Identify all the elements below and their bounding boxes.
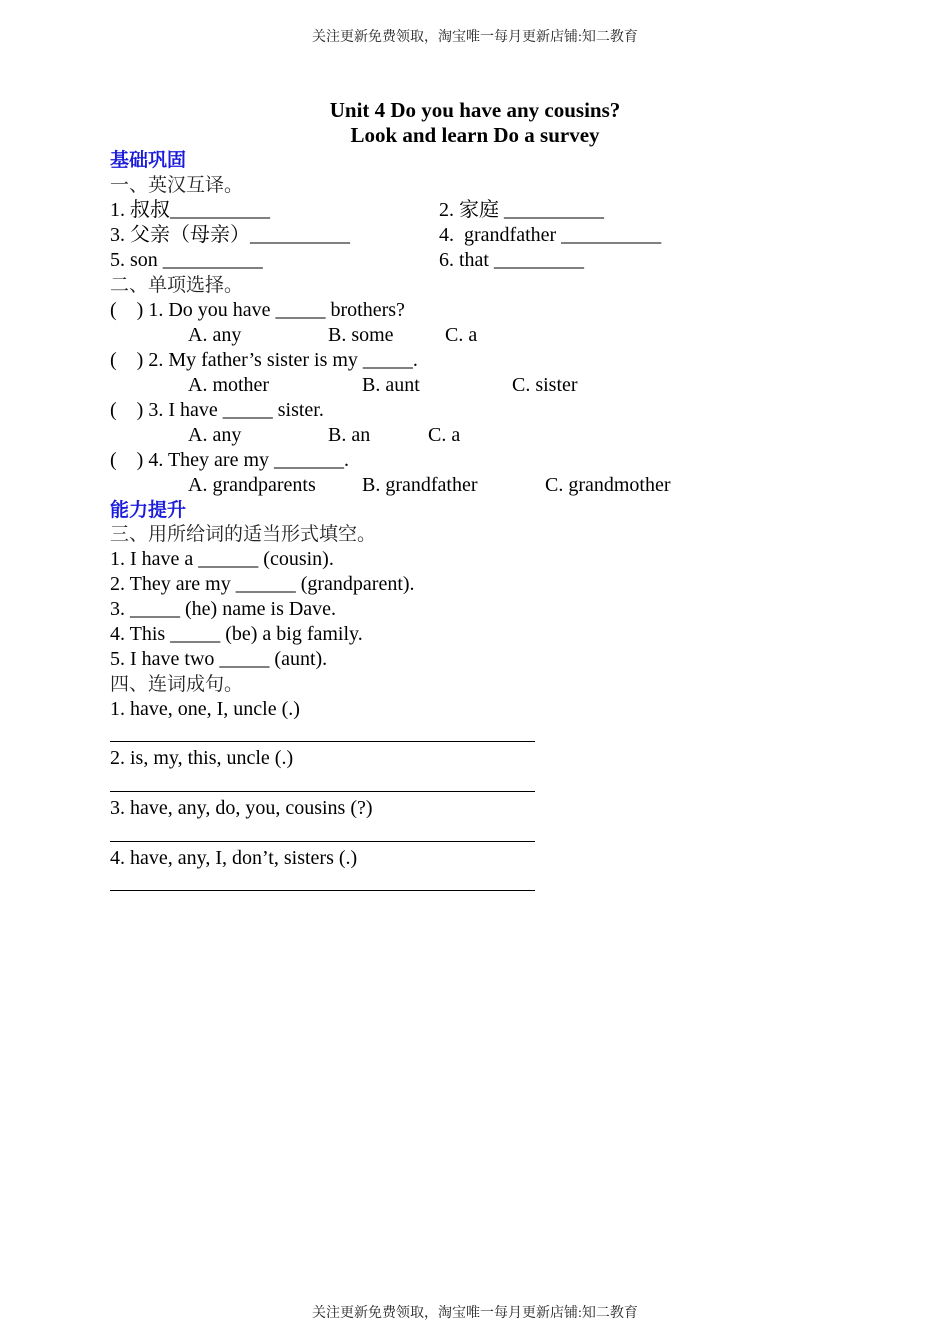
question-3-stem: ( ) 3. I have _____ sister. [110, 399, 324, 421]
question-1-option-b: B. some [328, 324, 394, 346]
part4-item-2: 2. is, my, this, uncle (.) [110, 747, 294, 769]
question-2-option-c: C. sister [512, 374, 578, 396]
part4-item-3: 3. have, any, do, you, cousins (?) [110, 797, 373, 819]
part1-item-5: 5. son __________ [110, 249, 263, 271]
worksheet-title-line2: Look and learn Do a survey [350, 123, 600, 147]
part3-item-3: 3. _____ (he) name is Dave. [110, 598, 337, 620]
part1-item-4: 4. grandfather __________ [439, 224, 662, 246]
part1-heading: 一、英汉互译。 [110, 174, 244, 196]
part3-item-2: 2. They are my ______ (grandparent). [110, 573, 415, 595]
part1-item-3: 3. 父亲（母亲）__________ [110, 224, 350, 246]
part3-heading: 三、用所给词的适当形式填空。 [110, 523, 377, 545]
question-2-stem: ( ) 2. My father’s sister is my _____. [110, 349, 418, 371]
answer-line-4 [110, 890, 535, 891]
part4-heading: 四、连词成句。 [110, 673, 244, 695]
part2-heading: 二、单项选择。 [110, 274, 244, 296]
question-4-option-a: A. grandparents [188, 474, 316, 496]
part1-item-2: 2. 家庭 __________ [439, 199, 604, 221]
answer-line-3 [110, 841, 535, 842]
question-4-option-b: B. grandfather [362, 474, 478, 496]
question-3-option-a: A. any [188, 424, 242, 446]
page-footer: 关注更新免费领取，淘宝唯一每月更新店铺:知二教育 [312, 1306, 638, 1321]
question-3-option-b: B. an [328, 424, 371, 446]
question-4-stem: ( ) 4. They are my _______. [110, 449, 350, 471]
part4-item-4: 4. have, any, I, don’t, sisters (.) [110, 847, 358, 869]
part3-item-5: 5. I have two _____ (aunt). [110, 648, 328, 670]
part3-item-1: 1. I have a ______ (cousin). [110, 548, 334, 570]
question-1-option-a: A. any [188, 324, 242, 346]
section-basic-consolidation: 基础巩固 [110, 149, 187, 171]
question-2-option-b: B. aunt [362, 374, 420, 396]
question-2-option-a: A. mother [188, 374, 270, 396]
page-header: 关注更新免费领取，淘宝唯一每月更新店铺:知二教育 [312, 30, 638, 45]
answer-line-1 [110, 741, 535, 742]
question-3-option-c: C. a [428, 424, 461, 446]
worksheet-title-line1: Unit 4 Do you have any cousins? [329, 98, 621, 122]
section-ability-improvement: 能力提升 [110, 499, 187, 521]
question-1-stem: ( ) 1. Do you have _____ brothers? [110, 299, 405, 321]
question-1-option-c: C. a [445, 324, 478, 346]
answer-line-2 [110, 791, 535, 792]
part1-item-6: 6. that _________ [439, 249, 584, 271]
part3-item-4: 4. This _____ (be) a big family. [110, 623, 363, 645]
part4-item-1: 1. have, one, I, uncle (.) [110, 698, 300, 720]
question-4-option-c: C. grandmother [545, 474, 671, 496]
part1-item-1: 1. 叔叔__________ [110, 199, 270, 221]
